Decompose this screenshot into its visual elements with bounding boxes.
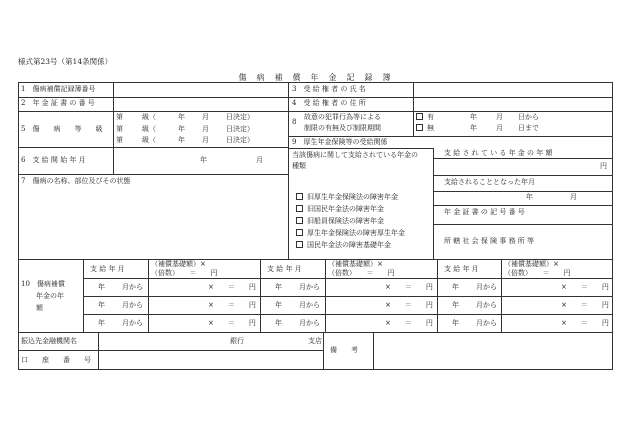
restriction-from-suffix: 日から [518,113,539,121]
related-pension-question-2: 種類 [292,162,306,170]
field-certificate-number-label: 2 年 金 証 書 の 番 号 [21,99,95,107]
amount-paid-yen: 円 [600,162,607,170]
restriction-yes-option[interactable]: 有 [416,113,434,122]
field-recipient-address-label: 4 受 給 権 者 の 住 所 [292,99,366,107]
branch-suffix: 支店 [308,337,322,345]
calculation-header-2: （倍数） ＝ 円 [151,269,218,277]
pension-type-option[interactable]: 厚生年金保険法の障害厚生年金 [296,229,405,238]
payment-month-header: 支 給 年 月 [444,265,479,273]
certificate-symbol-label: 年 金 証 書 の 記 号 番 号 [444,208,525,216]
checkbox-icon [296,229,303,236]
bank-suffix: 銀行 [230,337,244,345]
year-month-started-label: 支給されることとなった年月 [444,178,535,186]
social-insurance-office-label: 所 轄 社 会 保 険 事 務 所 等 [444,237,535,245]
restriction-until-suffix: 日まで [518,124,539,132]
field-start-month-label: 6 支 給 開 始 年 月 [21,156,86,164]
field-record-number-label: 1 傷病補償記録簿番号 [21,85,96,93]
field-restriction-number: 8 [292,118,297,126]
field-grade-label: 5 傷 病 等 級 [21,125,103,133]
payment-month-header: 支 給 年 月 [90,265,125,273]
pension-type-option[interactable]: 旧厚生年金保険法の障害年金 [296,193,398,202]
field-restriction-label-2: 制限の有無及び制限期間 [304,124,381,132]
record-form: 1 傷病補償記録簿番号 3 受 給 権 者 の 氏 名 2 年 金 証 書 の 番 号 4 受 給 権 者 の 住 所 5 傷 病 等 級 第 級（ 年 月 日決定） 第 級（ 年 月 日決定） 第 級（ 年 月 日決定） 8 故意の犯罪行為等による 制限の有無及び制限期間 有 無 年 月 日から 年 月 日まで 9 厚生年金保険等の受給関係 6 支 給 開 始 年 月 年 月 当該傷病に関して支給されている年金の 種類 支 給 さ れ て い る 年 金 の 年 額 円 支給されることとなった年月 年 月 年 金 証 書 の 記 号 番 号 所 轄 社 会 保 険 事 務 所 等 7 傷病の名称、部位及びその状態 旧厚生年金保険法の障害年金 旧国民年金法の障害年金 旧船員保険法の障害年金 厚生年金保険法の障害厚生年金 国民年金法の障害基礎年金 10 傷病補償 年金の年 額 支 給 年 月 （補償基礎額）× （倍数） ＝ 円 支 給 年 月 （補償基礎額）× （倍数） ＝ 円 支 給 年 月 （補償基礎額）× （倍数） ＝ 円 年 月から × ＝ 円 年 月から × ＝ 円 年 月から × ＝ 円 年 月から × ＝ 円 年 月から × ＝ 円 年 月から × ＝ 円 年 月から × ＝ 円 年 月から × ＝ 円 年 月から × ＝ 円 振込先金融機関名 銀行 支店 口 座 番 号 備 考 [18,82,613,370]
account-number-label: 口 座 番 号 [21,356,91,364]
checkbox-icon [416,124,423,131]
checkbox-icon [416,113,423,120]
related-pension-question-1: 当該傷病に関して支給されている年金の [292,151,418,159]
pension-type-option[interactable]: 旧国民年金法の障害年金 [296,205,384,214]
field-injury-description-label: 7 傷病の名称、部位及びその状態 [21,177,131,185]
calculation-header-1: （補償基礎額）× [328,260,383,268]
field-restriction-label-1: 故意の犯罪行為等による [304,113,381,121]
checkbox-icon [296,193,303,200]
checkbox-icon [296,205,303,212]
annual-amount-label-1: 10 傷病補償 [21,280,65,288]
form-number: 様式第23号（第14条関係） [18,57,113,66]
pension-type-option[interactable]: 旧船員保険法の障害年金 [296,217,384,226]
checkbox-icon [296,241,303,248]
calculation-header-1: （補償基礎額）× [151,260,206,268]
calculation-header-2: （倍数） ＝ 円 [328,269,395,277]
calculation-header-2: （倍数） ＝ 円 [504,269,571,277]
checkbox-icon [296,217,303,224]
calculation-header-1: （補償基礎額）× [504,260,559,268]
annual-amount-label-2: 年金の年 [36,292,64,300]
page-title: 傷 病 補 償 年 金 記 録 簿 [238,73,392,82]
amount-paid-label: 支 給 さ れ て い る 年 金 の 年 額 [444,149,553,157]
pension-type-option[interactable]: 国民年金法の障害基礎年金 [296,241,391,250]
payment-month-header: 支 給 年 月 [267,265,302,273]
remarks-label: 備 考 [330,346,358,354]
restriction-no-option[interactable]: 無 [416,124,434,133]
field-pension-relation-label: 9 厚生年金保険等の受給関係 [292,138,388,146]
bank-name-label: 振込先金融機関名 [21,337,77,345]
field-recipient-name-label: 3 受 給 権 者 の 氏 名 [292,85,366,93]
annual-amount-label-3: 額 [36,304,43,312]
